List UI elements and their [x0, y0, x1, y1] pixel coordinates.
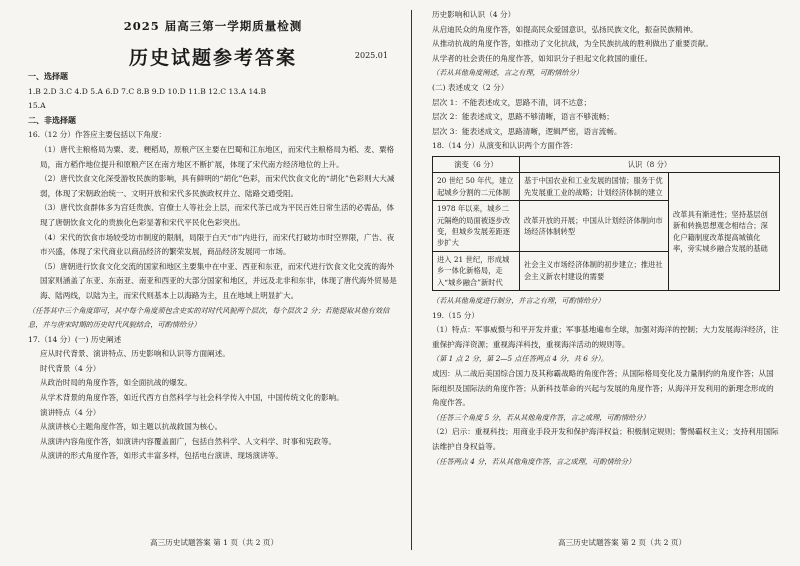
writing-level-2: 层次 2：能表述成文，思路不够清晰，语言不够流畅； [432, 112, 614, 122]
q17-line: 演讲特点（4 分） [40, 407, 101, 417]
table-cell-understanding: 改革具有渐进性；坚持基层创新和转换思想观念相结合；深化户籍制度改革提高城镇化率，旁实城乡融合发展的基础 [669, 173, 780, 291]
exam-date: 2025.01 [354, 51, 388, 61]
table-cell: 20 世纪 50 年代，建立起城乡分割的二元体制 [433, 173, 520, 201]
q17-line: 从演讲核心主题角度作答，如主题以抗战救国为核心。 [40, 422, 223, 432]
q19-note: （任答两点 4 分，若从其他角度作答，言之成理，可酌情给分） [432, 456, 636, 466]
writing-level-1: 层次 1：不能表述成文，思路不清，词不达意； [432, 97, 592, 107]
table-cell: 基于中国农业和工业发展的国情；服务于优先发展重工业的战略；计划经济体制的建立 [520, 173, 669, 201]
q17-line: 时代背景（4 分） [40, 363, 101, 373]
table-cell: 进入 21 世纪，形成城乡一体化新格局，走入“城乡融合”新时代 [433, 251, 520, 290]
table-cell: 1978 年以来，城乡二元隔绝的局面被逐步改变，但城乡发展差距逐步扩大 [433, 201, 520, 252]
q19-heading: 19.（15 分） [432, 310, 479, 320]
q17-line: 从学术背景的角度作答，如近代西方自然科学与社会科学传入中国，中国传统文化的影响。 [40, 393, 344, 403]
q17-impact-line: 从启迪民众的角度作答，如提高民众爱国意识，弘扬民族文化，振奋民族精神。 [432, 24, 698, 34]
q19-point: （2）启示：重视科技；用商业手段开发和保护海洋权益；积极制定规则；警惕霸权主义；支持利用国际法维护自身权益等。 [432, 427, 779, 451]
q18-table [432, 156, 780, 291]
q18-heading: 18.（14 分）从演变和认识两个方面作答： [432, 141, 578, 151]
page-divider [411, 10, 412, 550]
q17-heading: 17.（14 分）(一) 历史阐述 [28, 334, 122, 344]
q17-impact-line: 从学者的社会责任的角度作答，如知识分子担起文化救国的重任。 [432, 53, 653, 63]
q16-point-2: （2）唐代饮食文化深受游牧民族的影响，具有鲜明的“胡化”色彩，而宋代饮食文化的“胡化”色彩则大大减弱，体现了宋朝政治统一、文明开放和宋代多民族政权并立、陆路交通受阻。 [40, 174, 395, 198]
table-header-evolution: 演变（6 分） [433, 156, 520, 172]
q17-line: 从演讲内容角度作答，如演讲内容覆盖面广，包括自然科学、人文科学、时事和宪政等。 [40, 436, 337, 446]
choice-answers-line2: 15.A [28, 101, 46, 111]
q18-note: （若从其他角度进行制分，并言之有理，可酌情给分） [432, 296, 605, 305]
q16-point-3: （3）唐代饮食群体多为宫廷贵族、官僚士人等社会上层，而宋代茶已成为平民百姓日常生活的必需品，体现了唐朝饮食文化的贵族化色彩显著和宋代平民化色彩突出。 [40, 203, 395, 227]
q16-scoring-note: （任答其中三个角度即可，其中每个角度须包含史实的对时代风貌两个层次，每个层次 2 分；若能提取其他有效信息，并与唐宋时期的历史时代风貌结合，可酌情给分） [28, 305, 390, 330]
choice-answers-line1: 1.B 2.D 3.C 4.D 5.A 6.D 7.C 8.B 9.D 10.D 11.B 12.C 13.A 14.B [28, 86, 267, 96]
q17-line: 从政治时局的角度作答，如全面抗战的爆发。 [40, 378, 192, 388]
table-cell: 社会主义市场经济体制的初步建立；推进社会主义新农村建设的需要 [520, 251, 669, 290]
document-title: 历史试题参考答案 [128, 47, 297, 70]
q19-note: （任答三个角度 5 分，若从其他角度作答，言之成理，可酌情给分） [432, 412, 650, 422]
q17-writing-heading: (二) 表述成文（2 分） [432, 82, 509, 92]
q16-point-4: （4）宋代的饮食市场较受坊市制度的限制，局限于白天“市”内进行，而宋代打破坊市时空界限，广告、夜市兴盛，体现了宋代商业以商品经济的繁荣发展，商品经济发展同一市场。 [40, 232, 395, 257]
right-page-footer: 高三历史试题答案 第 2 页（共 2 页） [558, 538, 687, 547]
exam-title: 2025 届高三第一学期质量检测 [123, 19, 303, 33]
left-page [28, 18, 398, 464]
q16-point-1: （1）唐代主粮格局为粟、麦、粳稻局，原粮产区主要在巴蜀和江东地区，而宋代主粮格局为稻、麦、粟格局，南方稻作地位提升和原粮产区在南方地区不断扩展，体现了宋代南方经济地位的上升。 [40, 144, 395, 169]
right-page [432, 8, 780, 469]
left-page-footer: 高三历史试题答案 第 1 页（共 2 页） [150, 538, 279, 547]
q19-point: 成因：从二战后美国综合国力及其称霸战略的角度作答；从国际格局变化及力量制约的角度作答；从国际组织及国际法的角度作答；从新科技革命的兴起与发展的角度作答；从海洋开发利用的新理念形成的角度作答。 [432, 368, 774, 408]
table-header-understanding: 认识（8 分） [520, 156, 780, 172]
q16-heading: 16.（12 分）作答应主要包括以下角度： [28, 130, 167, 140]
q17-impact-heading: 历史影响和认识（4 分） [432, 10, 516, 19]
q17-note: （若从其他角度阐述，言之有理，可酌情给分） [432, 68, 583, 78]
q16-point-5: （5）唐朝进行饮食文化交流的国家和地区主要集中在中亚、西亚和东亚，而宋代进行饮食文化交流的海外国家则涵盖了东亚、东南亚、南亚和西亚的大部分国家和地区，并远及北非和东非，体现了唐代海外贸易是海、陆两线，以陆为主，而宋代则基本上以海路为主，且在地域上明显扩大。 [40, 261, 397, 300]
section-choice-heading: 一、选择题 [28, 72, 68, 81]
q17-impact-line: 从推动抗战的角度作答，如推动了文化抗战，为全民族抗战的胜利做出了重要贡献。 [432, 39, 713, 49]
table-cell: 改革开放的开展；中国从计划经济体制向市场经济体制转型 [520, 201, 669, 252]
title-row [28, 40, 398, 70]
section-nonchoice-heading: 二、非选择题 [28, 115, 76, 125]
q17-line: 应从时代背景、演讲特点、历史影响和认识等方面阐述。 [40, 349, 230, 359]
writing-level-3: 层次 3：能表述成文，思路清晰，逻辑严密，语言流畅。 [432, 126, 622, 136]
q19-note: （第 1 点 2 分，第 2—5 点任答两点 4 分，共 6 分）。 [432, 354, 609, 364]
q19-point: （1）特点：军事威慑与和平开发并重；军事基地遍布全球，加强对海洋的控制；大力发展海洋经济，注重保护海洋资源；重视海洋科技，重视海洋活动的规则等。 [432, 325, 779, 349]
q17-line: 从演讲的形式角度作答，如形式丰富多样，包括电台演讲、现场演讲等。 [40, 451, 283, 461]
